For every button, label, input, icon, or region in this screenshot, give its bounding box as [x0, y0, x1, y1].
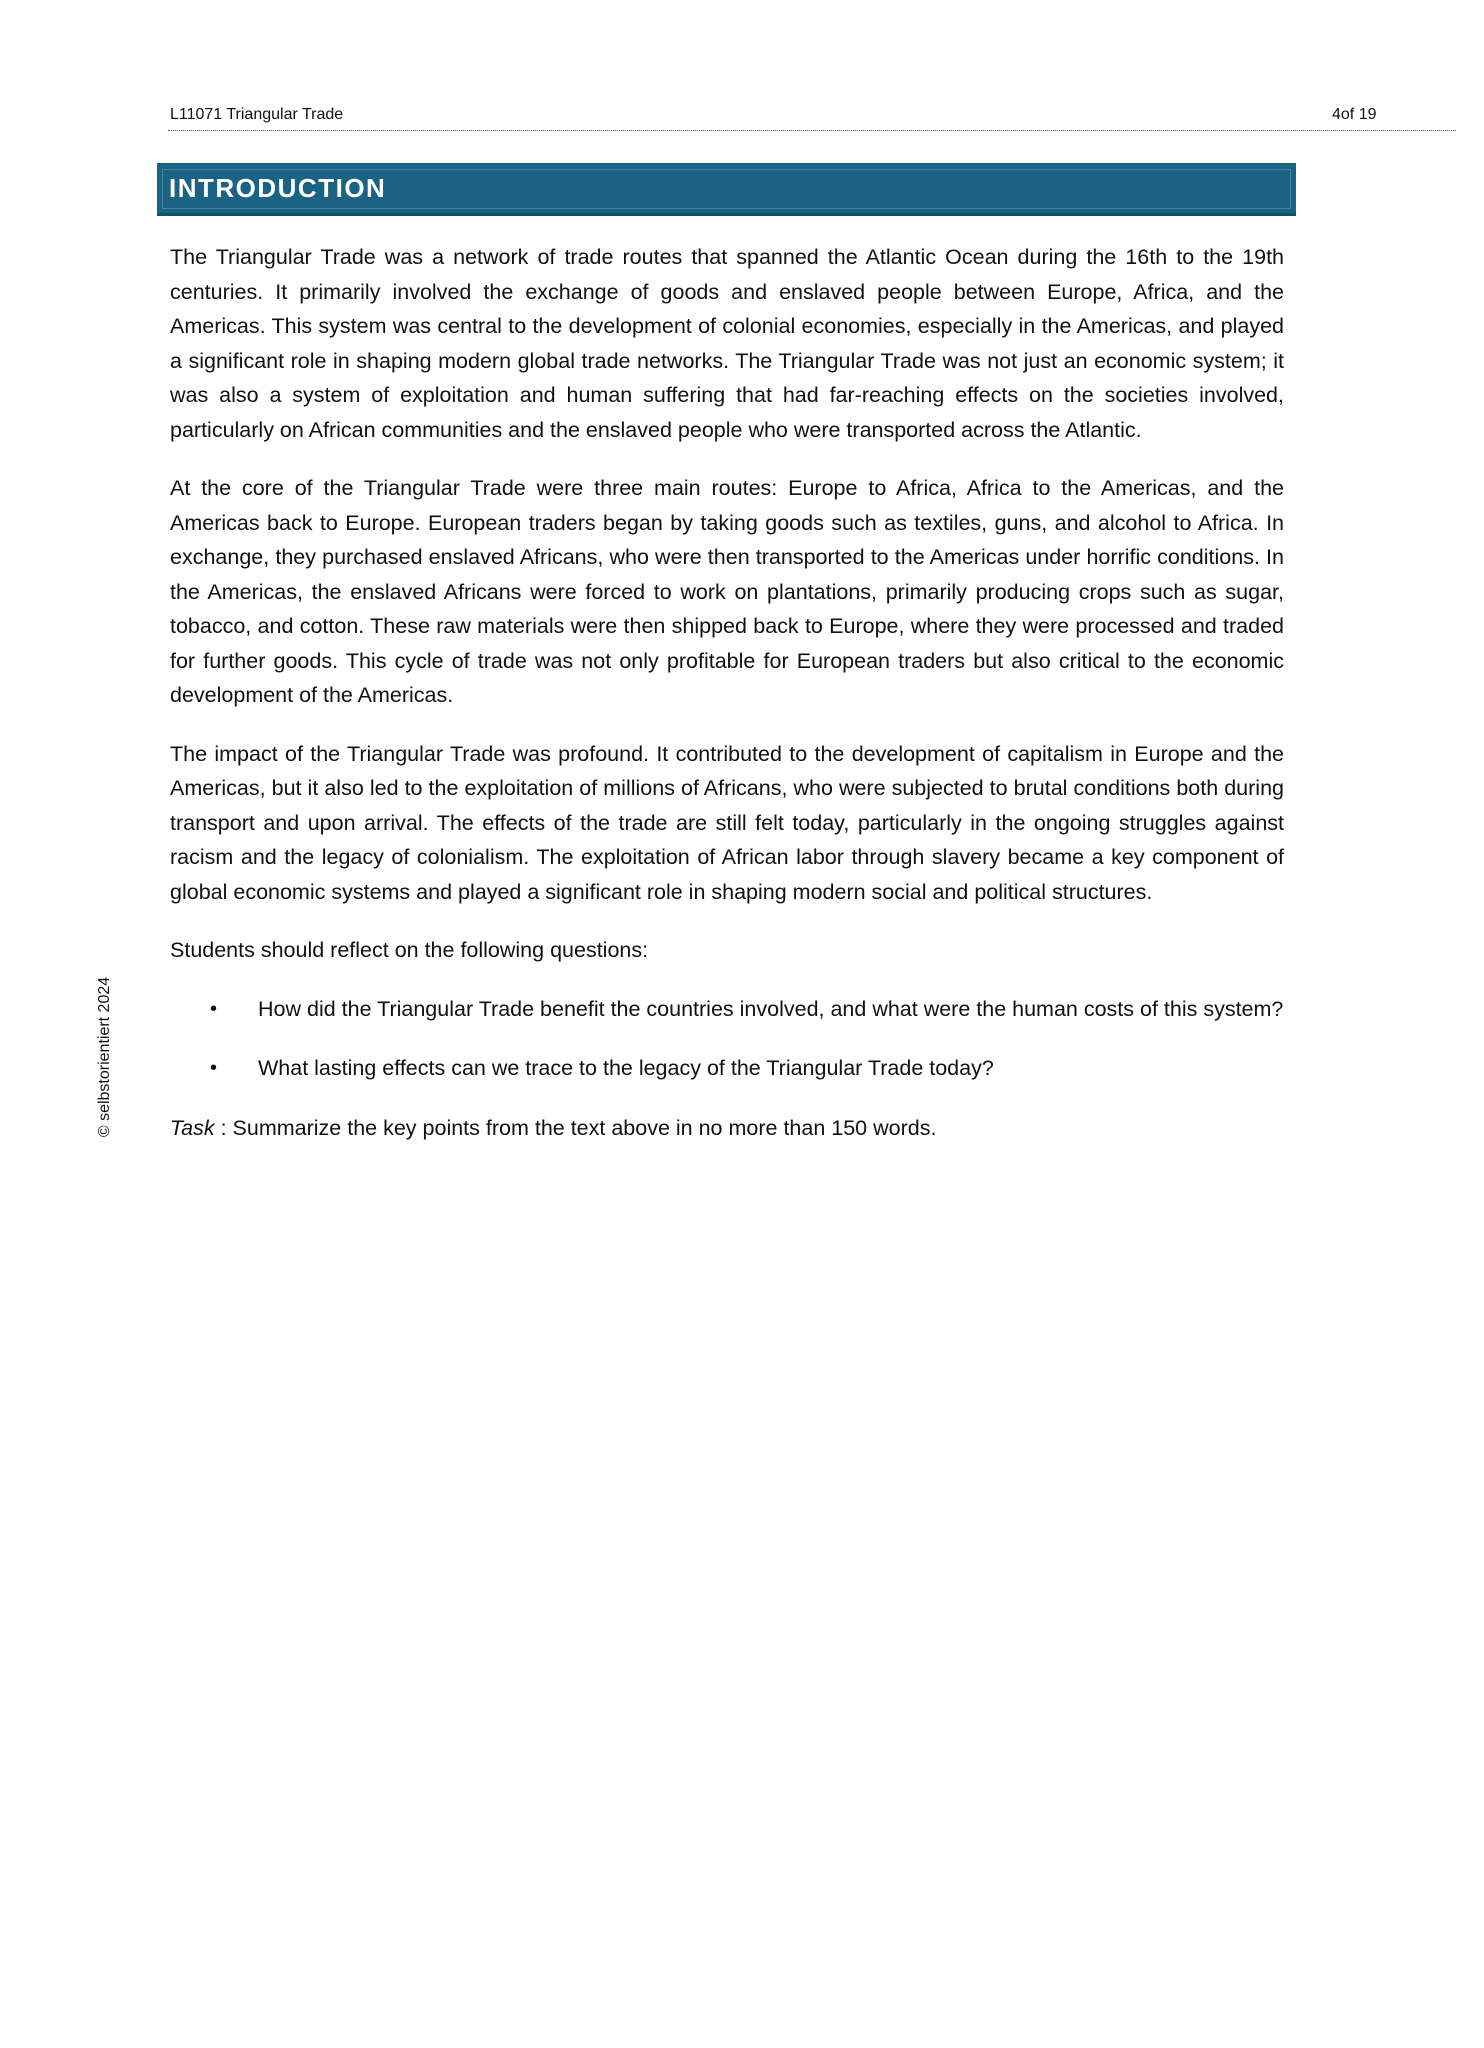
- running-header: [168, 104, 1456, 131]
- question-item: [170, 1051, 1284, 1086]
- body-content: [170, 240, 1284, 1169]
- section-banner: [157, 163, 1296, 216]
- section-title: INTRODUCTION: [169, 173, 387, 203]
- page-indicator: 4of 19: [1332, 106, 1377, 123]
- bullet-icon: •: [210, 997, 218, 1020]
- paragraph-routes: At the core of the Triangular Trade were three main routes: Europe to Africa, Africa to the Americas, and the Americas back to Europe. European traders began by taking goods such as textiles, guns, and alcohol to Africa. In exchange, they purchased enslaved Africans, who were then transported to the Americas under horrific conditions. In the Americas, the enslaved Africans were forced to work on plantations, primarily producing crops such as sugar, tobacco, and cotton. These raw materials were then shipped back to Europe, where they were processed and traded for further goods. This cycle of trade was not only profitable for European traders but also critical to the economic development of the Americas.: [170, 476, 1284, 707]
- question-item: [170, 992, 1284, 1027]
- task-label: Task: [170, 1115, 215, 1140]
- bullet-icon: •: [210, 1057, 218, 1079]
- paragraph-intro: The Triangular Trade was a network of trade routes that spanned the Atlantic Ocean during the 16th to the 19th centuries. It primarily involved the exchange of goods and enslaved people between Europe, Africa, and the Americas. This system was central to the development of colonial economies, especially in the Americas, and played a significant role in shaping modern global trade networks. The Triangular Trade was not just an economic system; it was also a system of exploitation and human suffering that had far-reaching effects on the societies involved, particularly on African communities and the enslaved people who were transported across the Atlantic.: [170, 245, 1284, 442]
- task-text: : Summarize the key points from the text above in no more than 150 words.: [214, 1115, 937, 1140]
- task-instruction: [170, 1111, 1284, 1146]
- question-text: How did the Triangular Trade benefit the countries involved, and what were the human costs of this system?: [258, 996, 1284, 1021]
- reflection-questions: [170, 992, 1284, 1086]
- paragraph-impact: The impact of the Triangular Trade was profound. It contributed to the development of capitalism in Europe and the Americas, but it also led to the exploitation of millions of Africans, who were subjected to brutal conditions both during transport and upon arrival. The effects of the trade are still felt today, particularly in the ongoing struggles against racism and the legacy of colonialism. The exploitation of African labor through slavery became a key component of global economic systems and played a significant role in shaping modern social and political structures.: [170, 741, 1284, 904]
- reflection-intro: Students should reflect on the following questions:: [170, 938, 649, 962]
- document-title: L11071 Triangular Trade: [170, 106, 344, 123]
- copyright-notice: © selbstorientiert 2024: [96, 976, 113, 1138]
- question-text: What lasting effects can we trace to the legacy of the Triangular Trade today?: [258, 1056, 994, 1080]
